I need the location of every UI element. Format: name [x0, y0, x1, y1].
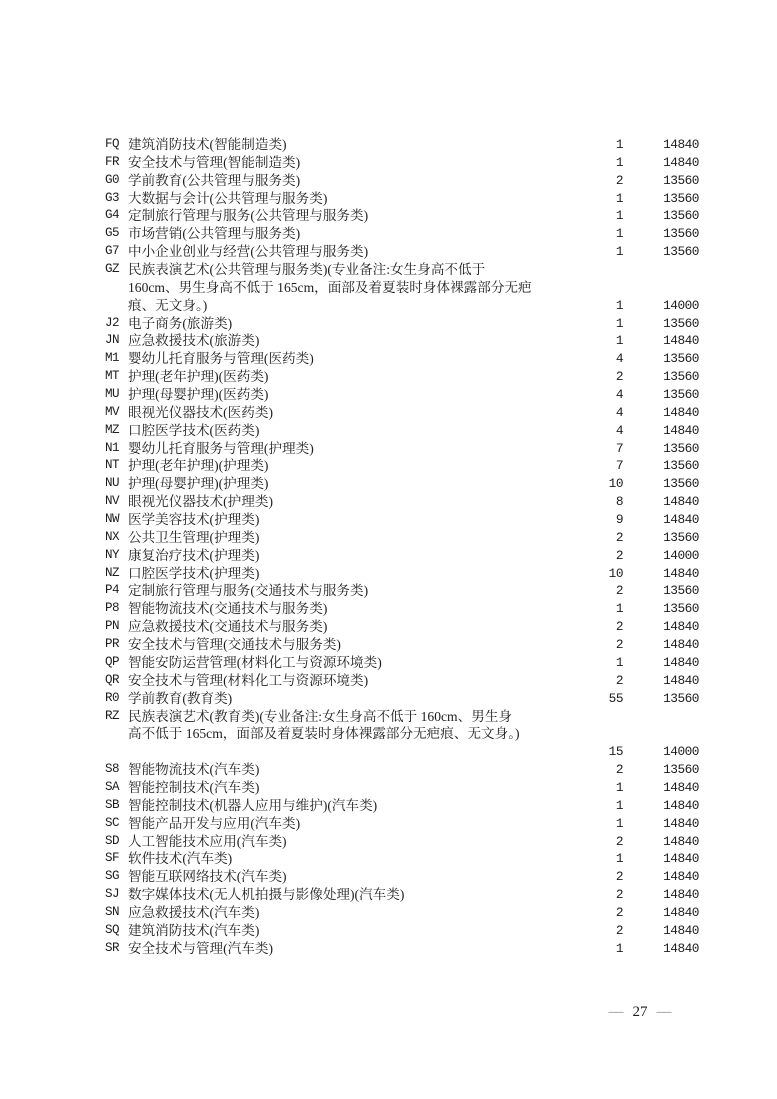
- plan-count: 15: [608, 744, 623, 760]
- tuition-fee: 14840: [663, 619, 699, 635]
- program-row-line-RZ: [0, 708, 777, 726]
- program-name: 人工智能技术应用(汽车类): [128, 833, 287, 849]
- program-code: N1: [105, 440, 120, 455]
- tuition-fee: 14840: [663, 940, 699, 956]
- program-name: 护理(老年护理)(医药类): [128, 369, 269, 385]
- program-name: 护理(母婴护理)(护理类): [128, 476, 269, 492]
- tuition-fee: 13560: [663, 458, 699, 474]
- program-code: SB: [105, 797, 120, 812]
- plan-count: 8: [615, 494, 623, 510]
- program-row-line-NW: [0, 511, 777, 529]
- program-row-line-SC: [0, 815, 777, 833]
- program-name: 安全技术与管理(汽车类): [128, 940, 273, 956]
- program-row-line-NZ: [0, 565, 777, 583]
- tuition-fee: 13560: [663, 226, 699, 242]
- plan-count: 2: [615, 762, 623, 778]
- plan-count: 1: [615, 815, 623, 831]
- program-row-line-SF: [0, 850, 777, 868]
- program-name: 康复治疗技术(护理类): [128, 547, 260, 563]
- plan-count: 1: [615, 940, 623, 956]
- plan-count: 2: [615, 583, 623, 599]
- tuition-fee: 13560: [663, 583, 699, 599]
- tuition-fee: 14840: [663, 869, 699, 885]
- program-code: P4: [105, 583, 120, 598]
- plan-count: 2: [615, 529, 623, 545]
- plan-count: 4: [615, 351, 623, 367]
- program-row-line-FQ: [0, 136, 777, 154]
- program-row-line-N1: [0, 440, 777, 458]
- plan-count: 1: [615, 851, 623, 867]
- program-row-line-NY: [0, 547, 777, 565]
- program-code: SG: [105, 869, 120, 884]
- plan-count: 2: [615, 369, 623, 385]
- program-name: 定制旅行管理与服务(公共管理与服务类): [128, 208, 369, 224]
- program-name: 护理(老年护理)(护理类): [128, 458, 269, 474]
- tuition-fee: 13560: [663, 601, 699, 617]
- plan-count: 2: [615, 619, 623, 635]
- program-code: G7: [105, 244, 120, 259]
- program-code: SQ: [105, 922, 120, 937]
- page-number: [572, 1004, 708, 1021]
- program-list: [0, 136, 777, 958]
- program-code: SC: [105, 815, 120, 830]
- program-row-line-SJ: [0, 886, 777, 904]
- tuition-fee: 14840: [663, 851, 699, 867]
- plan-count: 2: [615, 904, 623, 920]
- program-name: 眼视光仪器技术(医药类): [128, 404, 273, 420]
- program-name: 口腔医学技术(医药类): [128, 422, 260, 438]
- tuition-fee: 14840: [663, 333, 699, 349]
- program-name: 婴幼儿托育服务与管理(护理类): [128, 440, 314, 456]
- program-code: M1: [105, 351, 120, 366]
- program-row-line-G4: [0, 207, 777, 225]
- tuition-fee: 13560: [663, 208, 699, 224]
- plan-count: 1: [615, 226, 623, 242]
- program-code: G0: [105, 172, 120, 187]
- tuition-fee: 14840: [663, 512, 699, 528]
- program-name: 电子商务(旅游类): [128, 315, 233, 331]
- program-row-line-SG: [0, 868, 777, 886]
- tuition-fee: 13560: [663, 351, 699, 367]
- program-code: PR: [105, 637, 120, 652]
- program-row-line-NT: [0, 457, 777, 475]
- plan-count: 1: [615, 190, 623, 206]
- program-code: G3: [105, 190, 120, 205]
- program-row-line-MZ: [0, 422, 777, 440]
- program-row-line-MV: [0, 404, 777, 422]
- tuition-fee: 14840: [663, 797, 699, 813]
- plan-count: 1: [615, 208, 623, 224]
- tuition-fee: 13560: [663, 690, 699, 706]
- program-code: SR: [105, 940, 120, 955]
- program-row-line-FR: [0, 154, 777, 172]
- tuition-fee: 14000: [663, 744, 699, 760]
- plan-count: 2: [615, 887, 623, 903]
- program-row-line-GZ: [0, 261, 777, 279]
- program-row-line-SB: [0, 797, 777, 815]
- plan-count: 2: [615, 172, 623, 188]
- plan-count: 10: [608, 476, 623, 492]
- program-row-line-SD: [0, 833, 777, 851]
- program-name: 智能互联网络技术(汽车类): [128, 869, 287, 885]
- program-row-line-NX: [0, 529, 777, 547]
- program-code: QP: [105, 654, 120, 669]
- program-row-line-SQ: [0, 922, 777, 940]
- tuition-fee: 13560: [663, 172, 699, 188]
- tuition-fee: 13560: [663, 440, 699, 456]
- tuition-fee: 13560: [663, 387, 699, 403]
- program-name: 应急救援技术(汽车类): [128, 904, 260, 920]
- program-code: NY: [105, 547, 120, 562]
- tuition-fee: 14840: [663, 154, 699, 170]
- program-name: 学前教育(公共管理与服务类): [128, 172, 301, 188]
- program-code: S8: [105, 762, 120, 777]
- tuition-fee: 14840: [663, 637, 699, 653]
- plan-count: 2: [615, 922, 623, 938]
- plan-count: 4: [615, 404, 623, 420]
- tuition-fee: 14840: [663, 137, 699, 152]
- tuition-fee: 13560: [663, 529, 699, 545]
- program-name: 智能产品开发与应用(汽车类): [128, 815, 301, 831]
- program-name: 应急救援技术(旅游类): [128, 333, 260, 349]
- program-code: QR: [105, 672, 120, 687]
- program-name: 市场营销(公共管理与服务类): [128, 226, 301, 242]
- program-row-line-JN: [0, 332, 777, 350]
- program-code: SN: [105, 904, 120, 919]
- program-name: 民族表演艺术(教育类)(专业备注:女生身高不低于 160cm、男生身: [128, 708, 513, 724]
- program-name: 定制旅行管理与服务(交通技术与服务类): [128, 583, 369, 599]
- plan-count: 2: [615, 547, 623, 563]
- plan-count: 4: [615, 387, 623, 403]
- program-name: 痕、无文身。): [128, 297, 208, 313]
- plan-count: 1: [615, 297, 623, 313]
- program-code: FQ: [105, 137, 120, 151]
- program-name: 智能物流技术(交通技术与服务类): [128, 601, 328, 617]
- tuition-fee: 14840: [663, 422, 699, 438]
- program-code: MT: [105, 369, 120, 384]
- program-code: NZ: [105, 565, 120, 580]
- program-code: NV: [105, 494, 120, 509]
- program-row-line-RZ: [0, 743, 777, 761]
- program-code: GZ: [105, 262, 120, 277]
- program-name: 数字媒体技术(无人机拍摄与影像处理)(汽车类): [128, 887, 405, 903]
- program-code: G4: [105, 208, 120, 223]
- program-row-line-SA: [0, 779, 777, 797]
- program-code: SA: [105, 779, 120, 794]
- plan-count: 1: [615, 137, 623, 152]
- program-row-line-SR: [0, 940, 777, 958]
- program-row-line-GZ: [0, 279, 777, 297]
- program-code: FR: [105, 154, 120, 169]
- program-row-line-QP: [0, 654, 777, 672]
- tuition-fee: 14840: [663, 654, 699, 670]
- program-name: 大数据与会计(公共管理与服务类): [128, 190, 328, 206]
- program-name: 中小企业创业与经营(公共管理与服务类): [128, 244, 369, 260]
- program-code: J2: [105, 315, 120, 330]
- program-code: SJ: [105, 887, 120, 902]
- program-code: RZ: [105, 708, 120, 723]
- program-code: SF: [105, 851, 120, 866]
- program-code: MV: [105, 404, 120, 419]
- plan-count: 1: [615, 601, 623, 617]
- program-row-line-P4: [0, 582, 777, 600]
- plan-count: 1: [615, 654, 623, 670]
- page-number-value: 27: [632, 1004, 648, 1020]
- program-name: 安全技术与管理(交通技术与服务类): [128, 637, 341, 653]
- plan-count: 1: [615, 244, 623, 260]
- tuition-fee: 14840: [663, 779, 699, 795]
- tuition-fee: 14000: [663, 297, 699, 313]
- program-code: MU: [105, 387, 120, 402]
- program-code: P8: [105, 601, 120, 616]
- program-code: MZ: [105, 422, 120, 437]
- program-name: 智能物流技术(汽车类): [128, 762, 260, 778]
- program-row-line-NU: [0, 475, 777, 493]
- tuition-fee: 14840: [663, 887, 699, 903]
- program-name: 学前教育(教育类): [128, 690, 233, 706]
- program-code: NT: [105, 458, 120, 473]
- tuition-fee: 13560: [663, 476, 699, 492]
- plan-count: 10: [608, 565, 623, 581]
- plan-count: 4: [615, 422, 623, 438]
- plan-count: 9: [615, 512, 623, 528]
- program-row-line-MU: [0, 386, 777, 404]
- plan-count: 2: [615, 833, 623, 849]
- program-row-line-SN: [0, 904, 777, 922]
- program-name: 智能控制技术(机器人应用与维护)(汽车类): [128, 797, 378, 813]
- program-row-line-G3: [0, 190, 777, 208]
- tuition-fee: 14840: [663, 815, 699, 831]
- program-name: 智能安防运营管理(材料化工与资源环境类): [128, 654, 382, 670]
- program-name: 高不低于 165cm，面部及着夏装时身体裸露部分无疤痕、无文身。): [128, 726, 520, 742]
- program-row-line-M1: [0, 350, 777, 368]
- program-code: SD: [105, 833, 120, 848]
- program-row-line-R0: [0, 690, 777, 708]
- program-row-line-NV: [0, 493, 777, 511]
- program-row-line-PN: [0, 618, 777, 636]
- plan-count: 55: [608, 690, 623, 706]
- program-row-line-RZ: [0, 725, 777, 743]
- tuition-fee: 13560: [663, 315, 699, 331]
- tuition-fee: 13560: [663, 762, 699, 778]
- program-name: 建筑消防技术(汽车类): [128, 922, 260, 938]
- program-code: NU: [105, 476, 120, 491]
- tuition-fee: 14840: [663, 833, 699, 849]
- program-code: JN: [105, 333, 120, 348]
- program-name: 软件技术(汽车类): [128, 851, 233, 867]
- plan-count: 1: [615, 333, 623, 349]
- plan-count: 1: [615, 315, 623, 331]
- program-name: 口腔医学技术(护理类): [128, 565, 260, 581]
- program-row-line-G0: [0, 172, 777, 190]
- tuition-fee: 14840: [663, 404, 699, 420]
- plan-count: 1: [615, 779, 623, 795]
- program-name: 应急救援技术(交通技术与服务类): [128, 619, 328, 635]
- tuition-fee: 14840: [663, 672, 699, 688]
- program-name: 建筑消防技术(智能制造类): [128, 137, 287, 152]
- program-name: 160cm、男生身高不低于 165cm，面部及着夏装时身体裸露部分无疤: [128, 279, 532, 295]
- program-name: 眼视光仪器技术(护理类): [128, 494, 273, 510]
- program-row-line-MT: [0, 368, 777, 386]
- plan-count: 1: [615, 797, 623, 813]
- tuition-fee: 13560: [663, 369, 699, 385]
- plan-count: 2: [615, 672, 623, 688]
- program-code: NX: [105, 529, 120, 544]
- program-row-line-G5: [0, 225, 777, 243]
- program-name: 护理(母婴护理)(医药类): [128, 387, 269, 403]
- program-row-line-J2: [0, 315, 777, 333]
- program-name: 安全技术与管理(智能制造类): [128, 154, 301, 170]
- page-number-dash-right: —: [656, 1004, 672, 1020]
- plan-count: 2: [615, 637, 623, 653]
- program-row-line-G7: [0, 243, 777, 261]
- tuition-fee: 14840: [663, 904, 699, 920]
- program-row-line-S8: [0, 761, 777, 779]
- program-code: R0: [105, 690, 120, 705]
- tuition-fee: 14840: [663, 565, 699, 581]
- plan-count: 7: [615, 458, 623, 474]
- tuition-fee: 14000: [663, 547, 699, 563]
- program-name: 医学美容技术(护理类): [128, 512, 260, 528]
- program-code: PN: [105, 619, 120, 634]
- plan-count: 7: [615, 440, 623, 456]
- tuition-fee: 13560: [663, 244, 699, 260]
- tuition-fee: 14840: [663, 922, 699, 938]
- tuition-fee: 13560: [663, 190, 699, 206]
- plan-count: 1: [615, 154, 623, 170]
- plan-count: 2: [615, 869, 623, 885]
- program-name: 公共卫生管理(护理类): [128, 529, 260, 545]
- program-row-line-PR: [0, 636, 777, 654]
- program-name: 智能控制技术(汽车类): [128, 779, 260, 795]
- program-code: G5: [105, 226, 120, 241]
- program-code: NW: [105, 512, 120, 527]
- program-name: 婴幼儿托育服务与管理(医药类): [128, 351, 314, 367]
- program-row-line-QR: [0, 672, 777, 690]
- program-row-line-GZ: [0, 297, 777, 315]
- tuition-fee: 14840: [663, 494, 699, 510]
- page-number-dash-left: —: [608, 1004, 624, 1020]
- program-row-line-P8: [0, 600, 777, 618]
- program-name: 民族表演艺术(公共管理与服务类)(专业备注:女生身高不低于: [128, 262, 486, 278]
- program-name: 安全技术与管理(材料化工与资源环境类): [128, 672, 369, 688]
